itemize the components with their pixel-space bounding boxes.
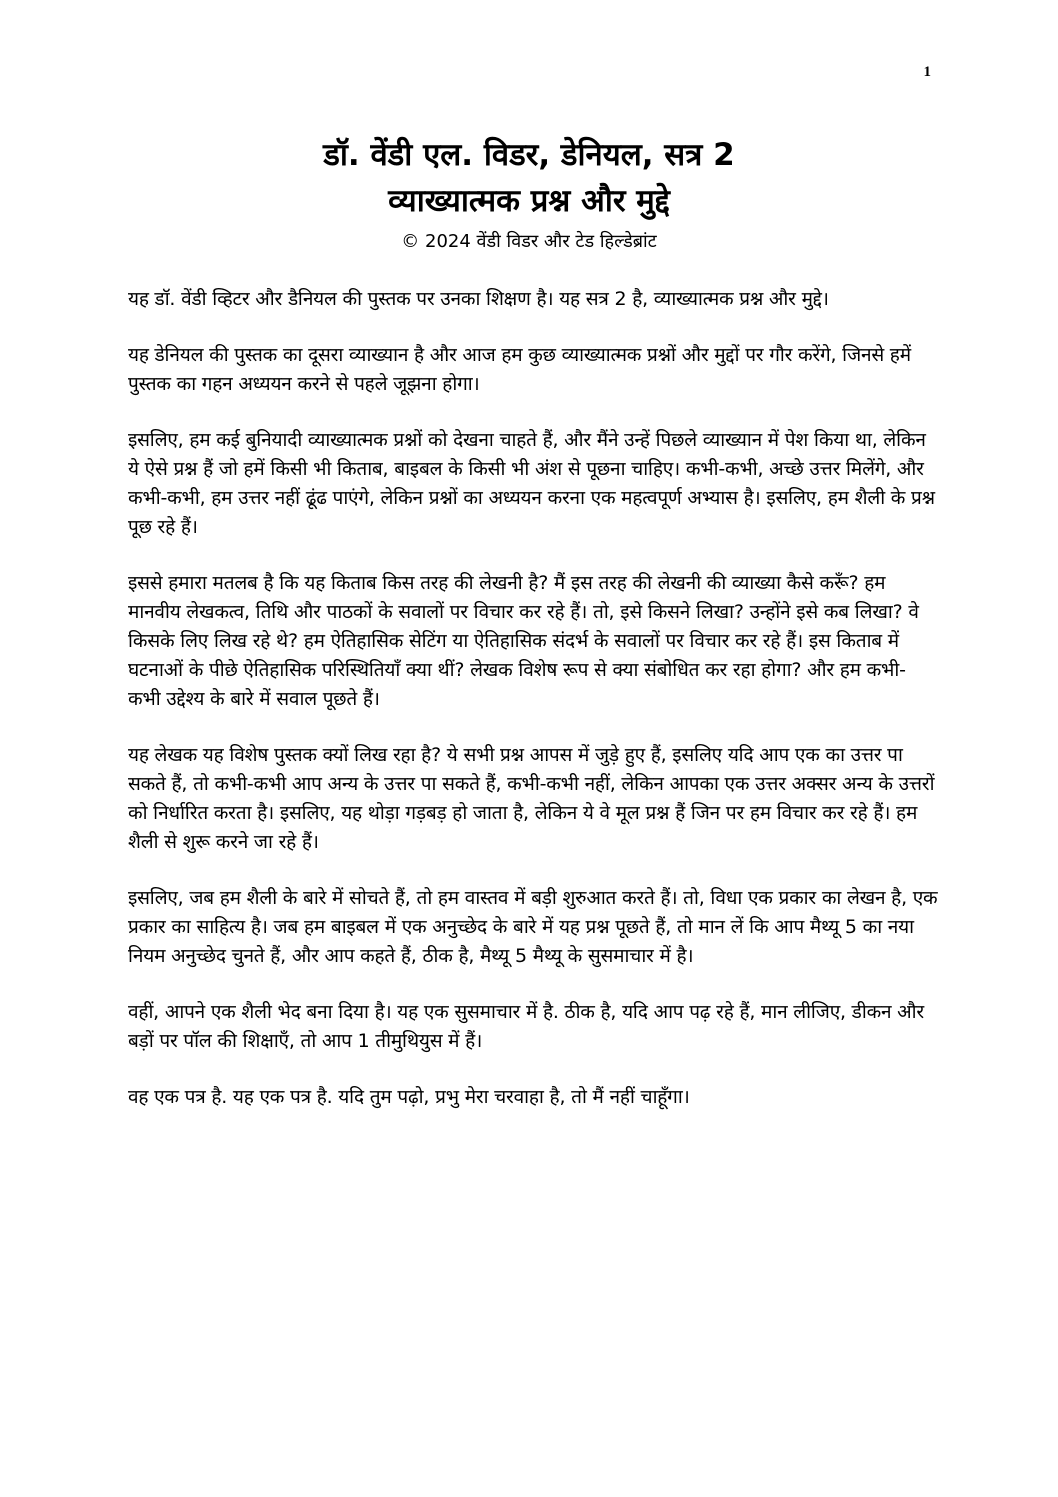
copyright-line: © 2024 वेंडी विडर और टेड हिल्डेब्रांट <box>401 231 657 252</box>
paragraph-1: यह डॉ. वेंडी व्हिटर और डैनियल की पुस्तक पर उनका शिक्षण है। यह सत्र 2 है, व्याख्यात्मक प्रश्न और मुद्दे। <box>128 288 829 310</box>
paragraph-6: इसलिए, जब हम शैली के बारे में सोचते हैं, तो हम वास्तव में बड़ी शुरुआत करते हैं। तो, विधा एक प्रकार का लेखन है, एक प्रकार का साहित्य है। जब हम बाइबल में एक अनुच्छेद के बारे में यह प्रश्न पूछते हैं, तो मान लें कि आप मैथ्यू 5 का नया नियम अनुच्छेद चुनते हैं, और आप कहते हैं, ठीक है, मैथ्यू 5 मैथ्यू के सुसमाचार में है। <box>128 887 938 967</box>
paragraph-5: यह लेखक यह विशेष पुस्तक क्यों लिख रहा है? ये सभी प्रश्न आपस में जुड़े हुए हैं, इसलिए यदि आप एक का उत्तर पा सकते हैं, तो कभी-कभी आप अन्य के उत्तर पा सकते हैं, कभी-कभी नहीं, लेकिन आपका एक उत्तर अक्सर अन्य के उत्तरों को निर्धारित करता है। इसलिए, यह थोड़ा गड़बड़ हो जाता है, लेकिन ये वे मूल प्रश्न हैं जिन पर हम विचार कर रहे हैं। हम शैली से शुरू करने जा रहे हैं। <box>128 744 935 853</box>
paragraph-4: इससे हमारा मतलब है कि यह किताब किस तरह की लेखनी है? मैं इस तरह की लेखनी की व्याख्या कैसे करूँ? हम मानवीय लेखकत्व, तिथि और पाठकों के सवालों पर विचार कर रहे हैं। तो, इसे किसने लिखा? उन्होंने इसे कब लिखा? वे किसके लिए लिख रहे थे? हम ऐतिहासिक सेटिंग या ऐतिहासिक संदर्भ के सवालों पर विचार कर रहे हैं। इस किताब में घटनाओं के पीछे ऐतिहासिक परिस्थितियाँ क्या थीं? लेखक विशेष रूप से क्या संबोधित कर रहा होगा? और हम कभी-कभी उद्देश्य के बारे में सवाल पूछते हैं। <box>128 572 919 710</box>
paragraph-8: वह एक पत्र है. यह एक पत्र है. यदि तुम पढ़ो, प्रभु मेरा चरवाहा है, तो मैं नहीं चाहूँगा। <box>128 1086 690 1108</box>
title-line-1: डॉ. वेंडी एल. विडर, डेनियल, सत्र 2 <box>323 137 735 173</box>
page-number: 1 <box>923 64 931 80</box>
document-header <box>0 132 1058 254</box>
paragraph-3: इसलिए, हम कई बुनियादी व्याख्यात्मक प्रश्नों को देखना चाहते हैं, और मैंने उन्हें पिछले व्याख्यान में पेश किया था, लेकिन ये ऐसे प्रश्न हैं जो हमें किसी भी किताब, बाइबल के किसी भी अंश से पूछना चाहिए। कभी-कभी, अच्छे उत्तर मिलेंगे, और कभी-कभी, हम उत्तर नहीं ढूंढ पाएंगे, लेकिन प्रश्नों का अध्ययन करना एक महत्वपूर्ण अभ्यास है। इसलिए, हम शैली के प्रश्न पूछ रहे हैं। <box>128 429 935 538</box>
body-text <box>128 285 938 1139</box>
title-line-2: व्याख्यात्मक प्रश्न और मुद्दे <box>388 183 670 219</box>
paragraph-2: यह डेनियल की पुस्तक का दूसरा व्याख्यान है और आज हम कुछ व्याख्यात्मक प्रश्नों और मुद्दों पर गौर करेंगे, जिनसे हमें पुस्तक का गहन अध्ययन करने से पहले जूझना होगा। <box>128 344 911 395</box>
paragraph-7: वहीं, आपने एक शैली भेद बना दिया है। यह एक सुसमाचार में है. ठीक है, यदि आप पढ़ रहे हैं, मान लीजिए, डीकन और बड़ों पर पॉल की शिक्षाएँ, तो आप 1 तीमुथियुस में हैं। <box>128 1001 924 1052</box>
